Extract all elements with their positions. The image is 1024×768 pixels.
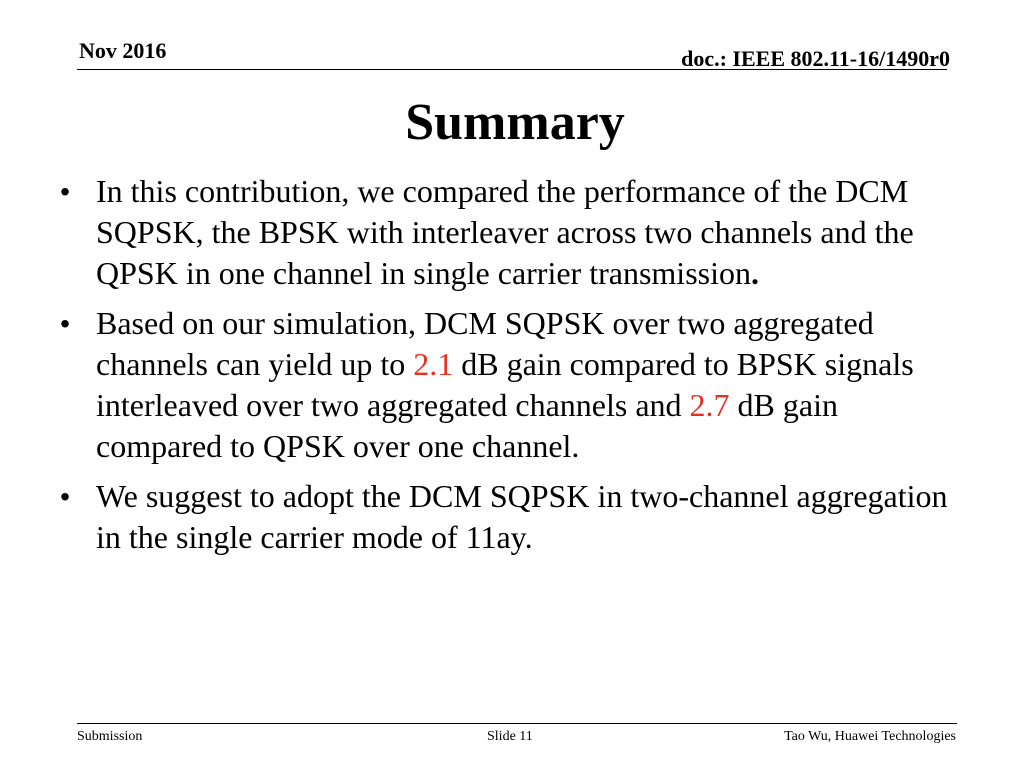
bullet-icon: • xyxy=(60,308,70,339)
bullet-text: We suggest to adopt the DCM SQPSK in two-channel aggregation in the single carrier mode of 11ay. xyxy=(96,478,948,555)
footer-author: Tao Wu, Huawei Technologies xyxy=(784,729,956,744)
header-divider xyxy=(77,69,947,70)
bullet-item-simulation xyxy=(55,303,965,467)
gain-value-qpsk: 2.7 xyxy=(689,387,730,423)
bullet-text: dB gain compared to BPSK signals interleaved over two aggregated channels and xyxy=(96,346,914,423)
slide-title: Summary xyxy=(405,94,625,151)
footer-submission: Submission xyxy=(77,729,143,744)
bullet-text: Based on our simulation, DCM SQPSK over two aggregated channels can yield up to xyxy=(96,305,874,382)
bullet-text: In this contribution, we compared the performance of the DCM SQPSK, the BPSK with interleaver across two channels and the QPSK in one channel in single carrier transmission xyxy=(96,173,914,291)
slide-number: Slide 11 xyxy=(487,729,533,744)
bullet-item-comparison xyxy=(55,171,965,294)
footer-divider xyxy=(77,723,957,724)
bullet-icon: • xyxy=(60,481,70,512)
document-id: doc.: IEEE 802.11-16/1490r0 xyxy=(681,46,950,71)
bullet-item-suggestion xyxy=(55,476,965,558)
bullet-period: . xyxy=(750,255,759,291)
gain-value-bpsk: 2.1 xyxy=(413,346,454,382)
bullet-list xyxy=(55,171,965,567)
header-date: Nov 2016 xyxy=(79,38,167,63)
bullet-icon: • xyxy=(60,176,70,207)
bullet-text: dB gain compared to QPSK over one channel. xyxy=(96,387,838,464)
